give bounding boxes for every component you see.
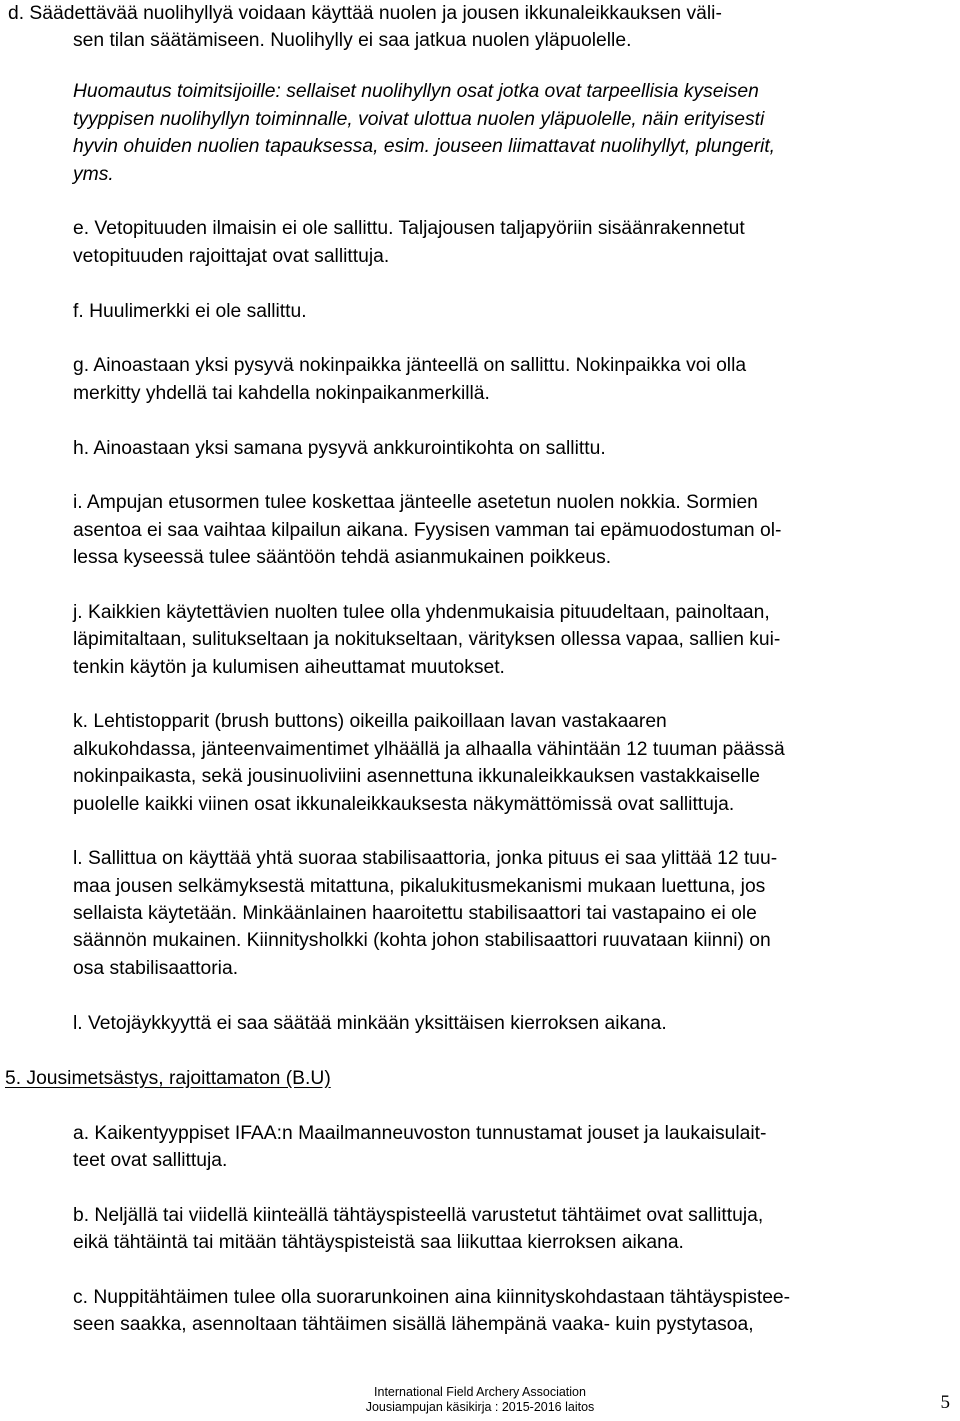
text-line: Huomautus toimitsijoille: sellaiset nuolihyllyn osat jotka ovat tarpeellisia kyseisen [73,81,759,102]
text-line: sen tilan säätämiseen. Nuolihylly ei saa jatkua nuolen yläpuolelle. [73,30,632,51]
text-line: säännön mukainen. Kiinnitysholkki (kohta johon stabilisaattori ruuvataan kiinni) on [73,930,771,951]
text-line: c. Nuppitähtäimen tulee olla suorarunkoinen aina kiinnityskohdastaan tähtäyspistee- [73,1287,791,1308]
text-line: lessa kyseessä tulee sääntöön tehdä asianmukainen poikkeus. [73,547,612,568]
text-line: puolelle kaikki viinen osat ikkunaleikkauksesta näkymättömissä ovat sallittuja. [73,794,735,815]
text-line: f. Huulimerkki ei ole sallittu. [73,301,307,322]
text-line: alkukohdassa, jänteenvaimentimet ylhäällä ja alhaalla vähintään 12 tuuman päässä [73,739,785,760]
text-line: i. Ampujan etusormen tulee koskettaa jänteelle asetetun nuolen nokkia. Sormien [73,492,758,513]
text-line: k. Lehtistopparit (brush buttons) oikeilla paikoillaan lavan vastakaaren [73,711,667,732]
text-line: vetopituuden rajoittajat ovat sallittuja. [73,246,390,267]
text-line: nokinpaikasta, sekä jousinuoliviini asennettuna ikkunaleikkauksen vastakkaiselle [73,766,761,787]
text-line: l. Sallittua on käyttää yhtä suoraa stabilisaattoria, jonka pituus ei saa ylittää 12 tuu- [73,848,778,869]
text-line: a. Kaikentyyppiset IFAA:n Maailmanneuvoston tunnustamat jouset ja laukaisulait- [73,1123,767,1144]
footer-organization: International Field Archery Association [374,1385,586,1399]
section-heading: 5. Jousimetsästys, rajoittamaton (B.U) [5,1068,331,1089]
text-line: seen saakka, asennoltaan tähtäimen sisällä lähempänä vaaka- kuin pystytasoa, [73,1314,754,1335]
text-line: yms. [73,164,114,185]
text-line: tenkin käytön ja kulumisen aiheuttamat muutokset. [73,657,505,678]
text-line: läpimitaltaan, sulitukseltaan ja nokitukseltaan, värityksen ollessa vapaa, sallien kui- [73,629,781,650]
text-line: e. Vetopituuden ilmaisin ei ole sallittu. Taljajousen taljapyöriin sisäänrakennetut [73,218,745,239]
text-line: h. Ainoastaan yksi samana pysyvä ankkurointikohta on sallittu. [73,438,606,459]
text-line: teet ovat sallittuja. [73,1150,228,1171]
text-line: l. Vetojäykkyyttä ei saa säätää minkään yksittäisen kierroksen aikana. [73,1013,667,1034]
text-line: d. Säädettävää nuolihyllyä voidaan käyttää nuolen ja jousen ikkunaleikkauksen väli- [8,3,722,24]
text-line: maa jousen selkämyksestä mitattuna, pikalukitusmekanismi mukaan luettuna, jos [73,876,766,897]
text-line: sellaista käytetään. Minkäänlainen haaroitettu stabilisaattori tai vastapaino ei ole [73,903,757,924]
page-number: 5 [940,1392,950,1413]
text-line: hyvin ohuiden nuolien tapauksessa, esim. jouseen liimattavat nuolihyllyt, plungerit, [73,136,776,157]
text-line: asentoa ei saa vaihtaa kilpailun aikana. Fyysisen vamman tai epämuodostuman ol- [73,520,782,541]
footer-handbook-edition: Jousiampujan käsikirja : 2015-2016 laitos [365,1400,595,1414]
text-line: osa stabilisaattoria. [73,958,239,979]
text-line: tyyppisen nuolihyllyn toiminnalle, voivat ulottua nuolen yläpuolelle, näin erityisesti [73,109,765,130]
text-line: b. Neljällä tai viidellä kiinteällä tähtäyspisteellä varustetut tähtäimet ovat sallittuja, [73,1205,764,1226]
text-line: g. Ainoastaan yksi pysyvä nokinpaikka jänteellä on sallittu. Nokinpaikka voi olla [73,355,747,376]
text-line: eikä tähtäintä tai mitään tähtäyspisteistä saa liikuttaa kierroksen aikana. [73,1232,684,1253]
text-line: merkitty yhdellä tai kahdella nokinpaikanmerkillä. [73,383,490,404]
text-line: j. Kaikkien käytettävien nuolten tulee olla yhdenmukaisia pituudeltaan, painoltaan, [73,602,770,623]
